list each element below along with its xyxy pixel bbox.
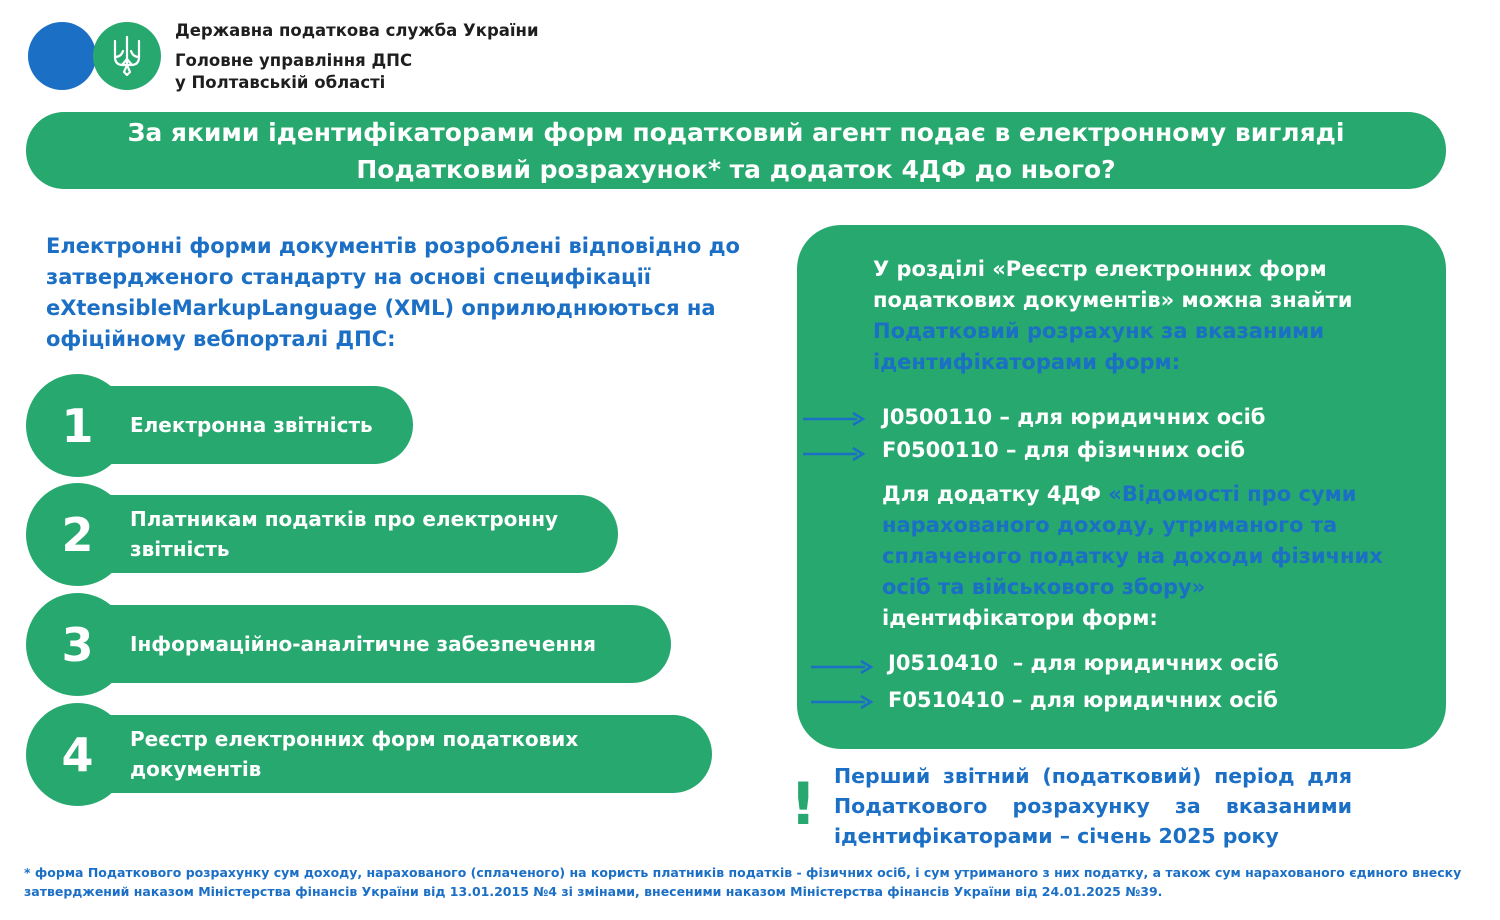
footnote: * форма Податкового розрахунку сум доходу, нарахованого (сплаченого) на користь платників податків - фізичних осіб, і сум утриманого з них податку, а також сум нарахованого єдиного внеску затверджений наказом Міністерства фінансів України від 13.01.2015 №4 зі змінами, внесеними наказом Міністерства фінансів України від 24.01.2025 №39.: [24, 865, 1462, 899]
title-line: Податковий розрахунок* та додаток 4ДФ до нього?: [356, 154, 1116, 184]
title-line: За якими ідентифікаторами форм податковий агент подає в електронному вигляді: [127, 117, 1345, 147]
page-title: [26, 112, 1446, 189]
org-name: Державна податкова служба України: [175, 21, 539, 40]
trident-icon: [111, 35, 143, 77]
logo-blue-circle: [28, 22, 96, 90]
form-code: J0510410 – для юридичних осіб: [888, 651, 1279, 675]
exclamation-icon: !: [790, 770, 817, 838]
list-item: [56, 715, 712, 793]
list-item-number: 2: [26, 483, 129, 586]
arrow-right-icon: [803, 412, 865, 426]
list-item: [56, 605, 671, 683]
list-item-label: Реєстр електронних форм податкових: [130, 727, 579, 751]
info-intro-highlight: Податковий розрахунк за вказаними: [873, 319, 1325, 343]
form-code: J0500110 – для юридичних осіб: [882, 405, 1266, 429]
intro-line: затвердженого стандарту на основі специфікації: [46, 265, 651, 289]
notice-text: Перший звітний (податковий) період для Податкового розрахунку за вказаними ідентифікаторами – січень 2025 року: [834, 764, 1352, 848]
info-intro: [873, 254, 1413, 378]
list-item-label: Електронна звітність: [130, 413, 373, 437]
arrow-right-icon: [803, 447, 865, 461]
list-item: [56, 495, 618, 573]
dodatok-description: [882, 479, 1427, 634]
info-intro-line: У розділі «Реєстр електронних форм: [873, 257, 1327, 281]
list-item-number: 1: [26, 374, 129, 477]
arrow-right-icon: [811, 660, 873, 674]
list-item-number: 4: [26, 703, 129, 806]
org-department: [175, 50, 412, 94]
intro-text: [46, 231, 806, 355]
org-department-line: у Полтавській області: [175, 73, 386, 92]
info-intro-line: податкових документів» можна знайти: [873, 288, 1353, 312]
form-code: F0510410 – для юридичних осіб: [888, 688, 1278, 712]
intro-line: eXtensibleMarkupLanguage (XML) оприлюднюються на: [46, 296, 716, 320]
list-item-label: документів: [130, 757, 262, 781]
list-item-number: 3: [26, 593, 129, 696]
intro-line: Електронні форми документів розроблені відповідно до: [46, 234, 740, 258]
logo-green-circle: [93, 22, 161, 90]
list-item-label: Платникам податків про електронну: [130, 507, 559, 531]
list-item-label: Інформаційно-аналітичне забезпечення: [130, 632, 596, 656]
list-item-label: звітність: [130, 537, 230, 561]
dodatok-suffix: ідентифікатори форм:: [882, 606, 1158, 630]
org-department-line: Головне управління ДПС: [175, 51, 413, 70]
dodatok-prefix: Для додатку 4ДФ: [882, 482, 1101, 506]
info-intro-highlight: ідентифікаторами форм:: [873, 350, 1181, 374]
arrow-right-icon: [811, 695, 873, 709]
form-code: F0500110 – для фізичних осіб: [882, 438, 1246, 462]
intro-line: офіційному вебпорталі ДПС:: [46, 327, 396, 351]
dodatok-title: «Відомості про суми нарахованого доходу, утриманого та сплаченого податку на доходи фізичних осіб та військового збору»: [882, 482, 1383, 599]
